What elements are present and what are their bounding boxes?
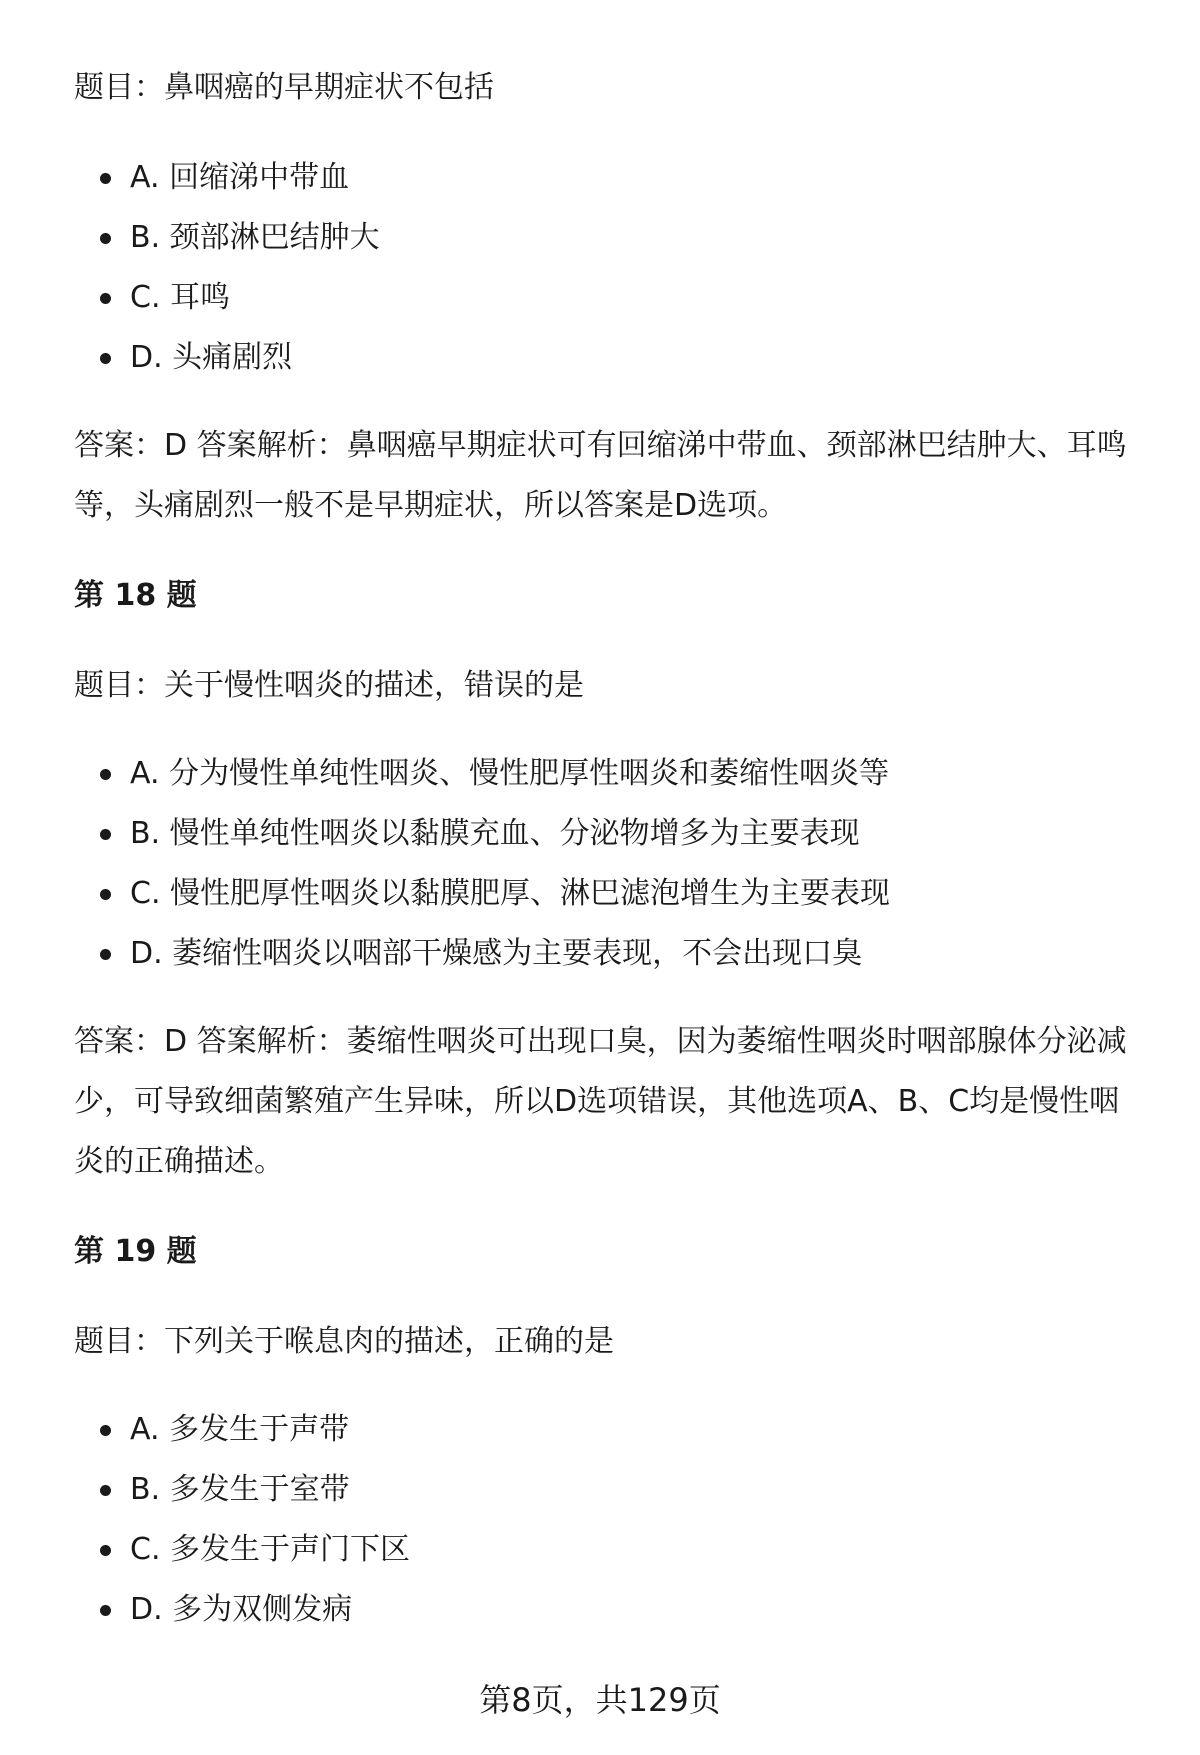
option-d (74, 328, 380, 388)
option-b (74, 804, 890, 864)
bullet-icon (100, 829, 111, 840)
question-stem: 题目：下列关于喉息肉的描述，正确的是 (74, 1324, 614, 1359)
answer-explanation: 答案：D 答案解析：萎缩性咽炎可出现口臭，因为萎缩性咽炎时咽部腺体分泌减少，可导致细菌繁殖产生异味，所以D选项错误，其他选项A、B、C均是慢性咽炎的正确描述。 (74, 1024, 1127, 1179)
option-text: A. 回缩涕中带血 (130, 160, 350, 195)
option-a (74, 1400, 410, 1460)
option-list (74, 744, 890, 984)
bullet-icon (100, 1425, 111, 1436)
option-list (74, 1400, 410, 1640)
option-d (74, 1580, 410, 1640)
option-text: B. 颈部淋巴结肿大 (130, 220, 380, 255)
bullet-icon (100, 889, 111, 900)
question-stem: 题目：鼻咽癌的早期症状不包括 (74, 70, 494, 105)
option-c (74, 268, 380, 328)
option-a (74, 148, 380, 208)
option-text: D. 头痛剧烈 (130, 340, 293, 375)
question-heading: 第 19 题 (74, 1234, 197, 1269)
bullet-icon (100, 353, 111, 364)
option-c (74, 1520, 410, 1580)
option-text: A. 分为慢性单纯性咽炎、慢性肥厚性咽炎和萎缩性咽炎等 (130, 756, 890, 791)
bullet-icon (100, 1545, 111, 1556)
option-a (74, 744, 890, 804)
bullet-icon (100, 293, 111, 304)
option-text: C. 慢性肥厚性咽炎以黏膜肥厚、淋巴滤泡增生为主要表现 (130, 876, 891, 911)
option-text: B. 多发生于室带 (130, 1472, 350, 1507)
option-text: A. 多发生于声带 (130, 1412, 350, 1447)
bullet-icon (100, 1485, 111, 1496)
bullet-icon (100, 949, 111, 960)
option-text: C. 耳鸣 (130, 280, 231, 315)
option-text: B. 慢性单纯性咽炎以黏膜充血、分泌物增多为主要表现 (130, 816, 860, 851)
option-b (74, 208, 380, 268)
option-text: D. 多为双侧发病 (130, 1592, 353, 1627)
bullet-icon (100, 769, 111, 780)
bullet-icon (100, 233, 111, 244)
question-heading: 第 18 题 (74, 578, 197, 613)
option-text: C. 多发生于声门下区 (130, 1532, 411, 1567)
bullet-icon (100, 1605, 111, 1616)
option-b (74, 1460, 410, 1520)
question-stem: 题目：关于慢性咽炎的描述，错误的是 (74, 668, 584, 703)
option-text: D. 萎缩性咽炎以咽部干燥感为主要表现，不会出现口臭 (130, 936, 863, 971)
page-number-footer: 第8页，共129页 (479, 1681, 721, 1719)
option-d (74, 924, 890, 984)
option-list (74, 148, 380, 388)
option-c (74, 864, 890, 924)
answer-explanation: 答案：D 答案解析：鼻咽癌早期症状可有回缩涕中带血、颈部淋巴结肿大、耳鸣等，头痛剧烈一般不是早期症状，所以答案是D选项。 (74, 428, 1127, 523)
bullet-icon (100, 173, 111, 184)
